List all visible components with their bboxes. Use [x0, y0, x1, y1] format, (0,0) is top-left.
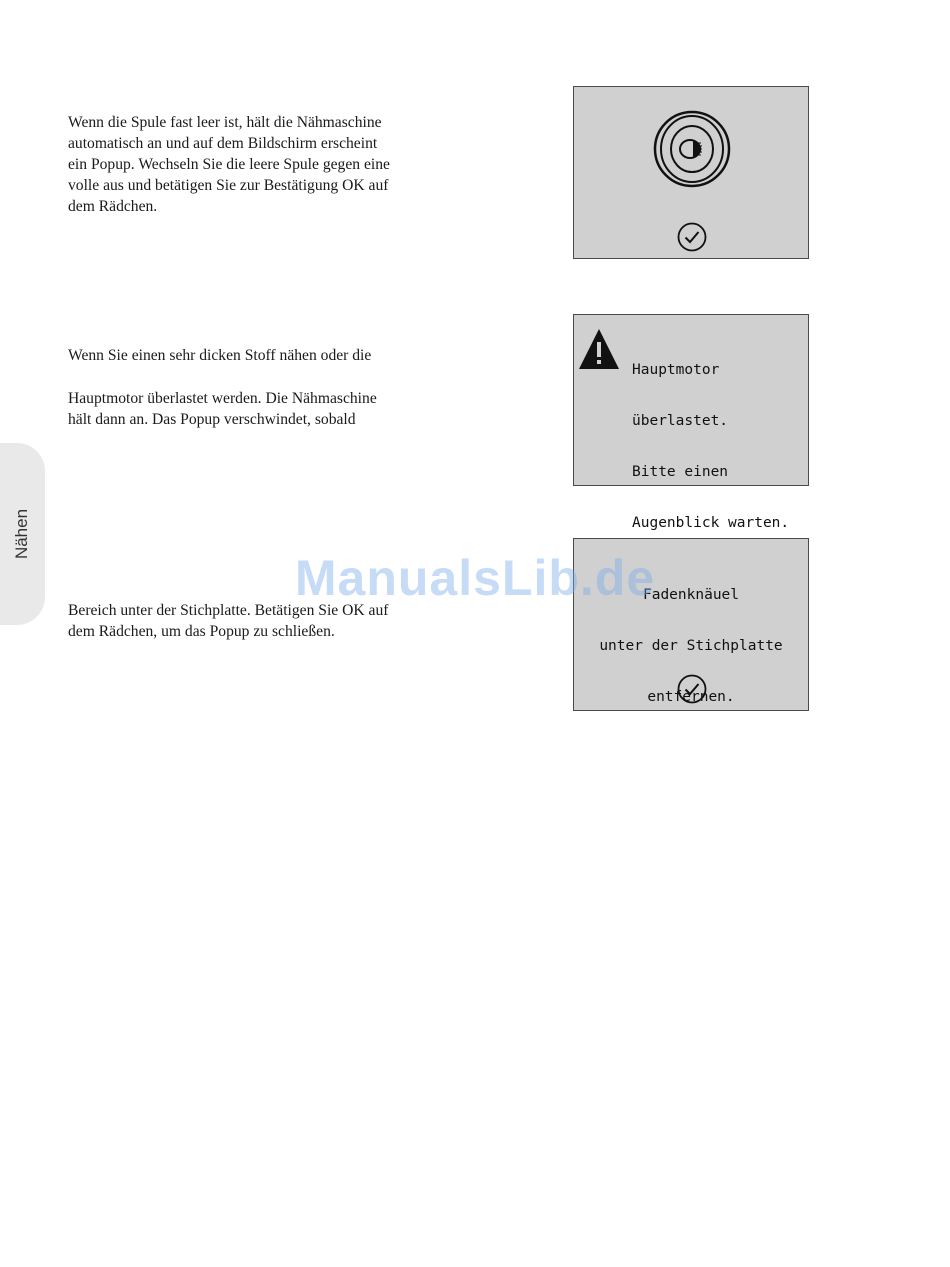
paragraph-line: dem Rädchen, um das Popup zu schließen. — [68, 623, 335, 640]
paragraph-line: Bereich unter der Stichplatte. Betätigen Sie OK auf — [68, 602, 389, 619]
side-tab-label: Nähen — [12, 508, 31, 560]
popup-line: entfernen. — [647, 689, 735, 705]
paragraph-line: hält dann an. Das Popup verschwindet, sobald — [68, 411, 356, 428]
checkmark-circle-icon[interactable] — [677, 222, 707, 252]
paragraph-line: dem Rädchen. — [68, 198, 158, 215]
paragraph-line: volle aus und betätigen Sie zur Bestätigung OK auf — [68, 177, 389, 194]
checkmark-circle-icon[interactable] — [677, 674, 707, 704]
watermark: ManualsLib.de — [294, 550, 656, 606]
bobbin-icon — [653, 110, 731, 188]
popup-line: überlastet. — [632, 413, 729, 429]
bobbin-empty-popup — [573, 86, 809, 259]
motor-overload-paragraph — [68, 345, 488, 430]
popup-message — [632, 328, 789, 566]
paragraph-line: automatisch an und auf dem Bildschirm erscheint — [68, 135, 378, 152]
warning-triangle-icon — [577, 327, 621, 371]
popup-line: Augenblick warten. — [632, 515, 790, 531]
paragraph-line: Wenn die Spule fast leer ist, hält die Nähmaschine — [68, 114, 382, 131]
paragraph-line: Wenn Sie einen sehr dicken Stoff nähen oder die — [68, 347, 372, 364]
popup-line: Hauptmotor — [632, 362, 720, 378]
popup-line: unter der Stichplatte — [599, 638, 783, 654]
paragraph-line — [68, 366, 488, 388]
bobbin-empty-paragraph — [68, 112, 488, 217]
motor-overload-popup — [573, 314, 809, 531]
paragraph-line: Hauptmotor überlastet werden. Die Nähmaschine — [68, 390, 377, 407]
paragraph-line: ein Popup. Wechseln Sie die leere Spule gegen eine — [68, 156, 390, 173]
popup-line: Fadenknäuel — [642, 587, 740, 603]
popup-line: Bitte einen — [632, 464, 729, 480]
